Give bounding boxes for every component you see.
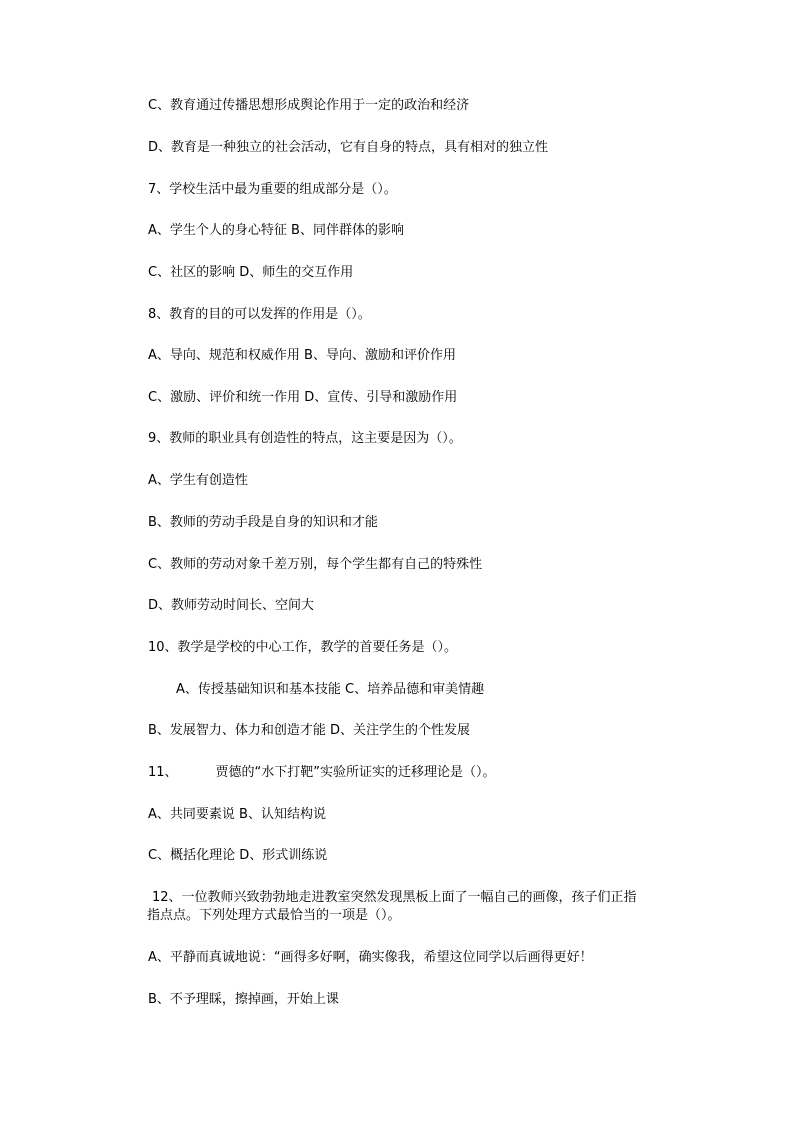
question-6-option-c: C、教育通过传播思想形成舆论作用于一定的政治和经济 (148, 98, 470, 113)
question-10-stem: 10、教学是学校的中心工作，教学的首要任务是（）。 (148, 640, 458, 655)
question-10-options-bd: B、发展智力、体力和创造才能 D、关注学生的个性发展 (148, 723, 471, 738)
question-12-option-b: B、不予理睬，擦掉画，开始上课 (148, 992, 339, 1007)
question-11-text: 贾德的“水下打靶”实验所证实的迁移理论是（）。 (215, 765, 496, 780)
question-11-options-cd: C、概括化理论 D、形式训练说 (148, 848, 328, 863)
question-7-options-ab: A、学生个人的身心特征 B、同伴群体的影响 (148, 223, 404, 238)
question-8-stem: 8、教育的目的可以发挥的作用是（）。 (148, 307, 371, 322)
question-12-stem-line-1: 12、一位教师兴致勃勃地走进教室突然发现黑板上面了一幅自己的画像，孩子们正指 (152, 890, 637, 905)
question-12-stem-line-2: 指点点。下列处理方式最恰当的一项是（）。 (147, 908, 401, 923)
question-8-options-ab: A、导向、规范和权威作用 B、导向、激励和评价作用 (148, 348, 456, 363)
question-7-options-cd: C、社区的影响 D、师生的交互作用 (148, 265, 354, 280)
question-9-option-c: C、教师的劳动对象千差万别，每个学生都有自己的特殊性 (148, 557, 483, 572)
question-6-option-d: D、教育是一种独立的社会活动，它有自身的特点，具有相对的独立性 (148, 140, 549, 155)
question-12-option-a: A、平静而真诚地说：“画得多好啊，确实像我，希望这位同学以后画得更好！ (148, 950, 593, 965)
question-9-option-b: B、教师的劳动手段是自身的知识和才能 (148, 515, 378, 530)
question-9-stem: 9、教师的职业具有创造性的特点，这主要是因为（）。 (148, 431, 462, 446)
question-8-options-cd: C、激励、评价和统一作用 D、宣传、引导和激励作用 (148, 390, 458, 405)
question-11-stem (148, 764, 496, 782)
question-9-option-a: A、学生有创造性 (148, 473, 248, 488)
question-10-options-ac: A、传授基础知识和基本技能 C、培养品德和审美情趣 (176, 682, 485, 697)
question-7-stem: 7、学校生活中最为重要的组成部分是（）。 (148, 182, 397, 197)
question-11-number: 11、 (148, 765, 178, 780)
question-11-options-ab: A、共同要素说 B、认知结构说 (148, 807, 326, 822)
question-9-option-d: D、教师劳动时间长、空间大 (148, 598, 315, 613)
